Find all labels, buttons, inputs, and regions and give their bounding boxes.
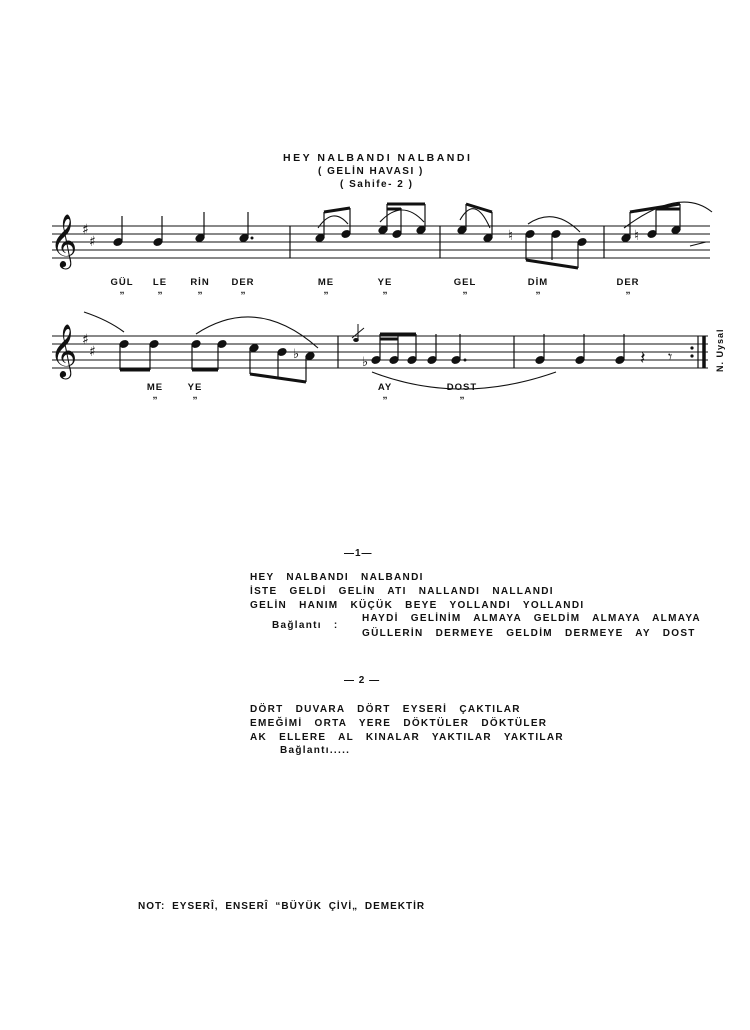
dot — [464, 359, 467, 362]
ditto-mark: „ — [152, 390, 158, 401]
treble-clef-icon: 𝄞 — [50, 213, 78, 267]
ditto-mark: „ — [119, 285, 125, 296]
ditto-mark: „ — [625, 285, 631, 296]
footnote: NOT: EYSERÎ, ENSERÎ “BÜYÜK ÇİVİ„ DEMEKTİR — [138, 901, 426, 912]
slur — [84, 312, 124, 332]
ditto-mark: „ — [462, 285, 468, 296]
lyric-syllable: YE — [187, 382, 203, 393]
ditto-mark: „ — [535, 285, 541, 296]
sharp-icon: ♯ — [89, 234, 96, 250]
lyric-syllable: DER — [231, 277, 255, 288]
lyric-syllable: GÜL — [110, 277, 134, 288]
ditto-mark: „ — [192, 390, 198, 401]
lyric-syllable: YE — [377, 277, 393, 288]
lyric-syllable: DER — [616, 277, 640, 288]
ditto-mark: „ — [157, 285, 163, 296]
sharp-icon: ♯ — [82, 222, 89, 238]
ditto-mark: „ — [240, 285, 246, 296]
lyric-syllable: ME — [317, 277, 335, 288]
baglanti-line-2: GÜLLERİN DERMEYE GELDİM DERMEYE AY DOST — [362, 628, 696, 639]
ditto-mark: „ — [323, 285, 329, 296]
verse-2-line-3: AK ELLERE AL KINALAR YAKTILAR YAKTILAR — [250, 732, 564, 743]
sharp-icon: ♯ — [82, 332, 89, 348]
baglanti-line-1: HAYDİ GELİNİM ALMAYA GELDİM ALMAYA ALMAYA — [362, 613, 701, 624]
ditto-mark: „ — [382, 390, 388, 401]
song-subtitle: ( GELİN HAVASI ) — [318, 166, 424, 177]
verse-2-number: — 2 — — [344, 675, 381, 686]
flat-icon: ♭ — [362, 355, 369, 370]
repeat-dot — [690, 346, 693, 349]
ditto-mark: „ — [197, 285, 203, 296]
eighth-rest-icon: 𝄾 — [668, 347, 673, 366]
ditto-mark: „ — [459, 390, 465, 401]
slur — [460, 209, 490, 228]
slur — [528, 217, 580, 232]
ditto-mark: „ — [382, 285, 388, 296]
sharp-icon: ♯ — [89, 344, 96, 360]
repeat-dot — [690, 354, 693, 357]
lyric-syllable: LE — [152, 277, 168, 288]
lyric-syllable: ME — [146, 382, 164, 393]
verse-1-line-2: İSTE GELDİ GELİN ATI NALLANDI NALLANDI — [250, 586, 554, 597]
verse-2-baglanti: Bağlantı..... — [280, 745, 351, 756]
composer-credit: N. Uysal — [715, 328, 725, 372]
slur — [196, 317, 318, 348]
glissando-mark — [690, 242, 706, 246]
treble-clef-icon: 𝄞 — [50, 323, 78, 377]
verse-1-number: —1— — [344, 548, 373, 559]
lyric-syllable: DOST — [446, 382, 478, 393]
lyric-syllable: GEL — [453, 277, 477, 288]
verse-2-line-2: EMEĞİMİ ORTA YERE DÖKTÜLER DÖKTÜLER — [250, 718, 548, 729]
flat-icon: ♭ — [293, 347, 300, 362]
music-score — [0, 0, 750, 430]
note-beam — [324, 208, 350, 212]
dot — [251, 237, 254, 240]
song-title: HEY NALBANDI NALBANDI — [283, 152, 473, 164]
note-beam — [526, 260, 578, 268]
quarter-rest-icon: 𝄽 — [640, 348, 646, 369]
lyric-syllable: RİN — [190, 277, 210, 288]
natural-icon: ♮ — [634, 228, 640, 244]
verse-1-line-3: GELİN HANIM KÜÇÜK BEYE YOLLANDI YOLLANDI — [250, 600, 585, 611]
page-reference: ( Sahife- 2 ) — [340, 179, 414, 190]
natural-icon: ♮ — [508, 228, 514, 244]
lyric-syllable: AY — [377, 382, 393, 393]
verse-2-line-1: DÖRT DUVARA DÖRT EYSERİ ÇAKTILAR — [250, 704, 521, 715]
baglanti-label: Bağlantı : — [272, 620, 339, 631]
verse-1-line-1: HEY NALBANDI NALBANDI — [250, 572, 424, 583]
lyric-syllable: DİM — [527, 277, 549, 288]
